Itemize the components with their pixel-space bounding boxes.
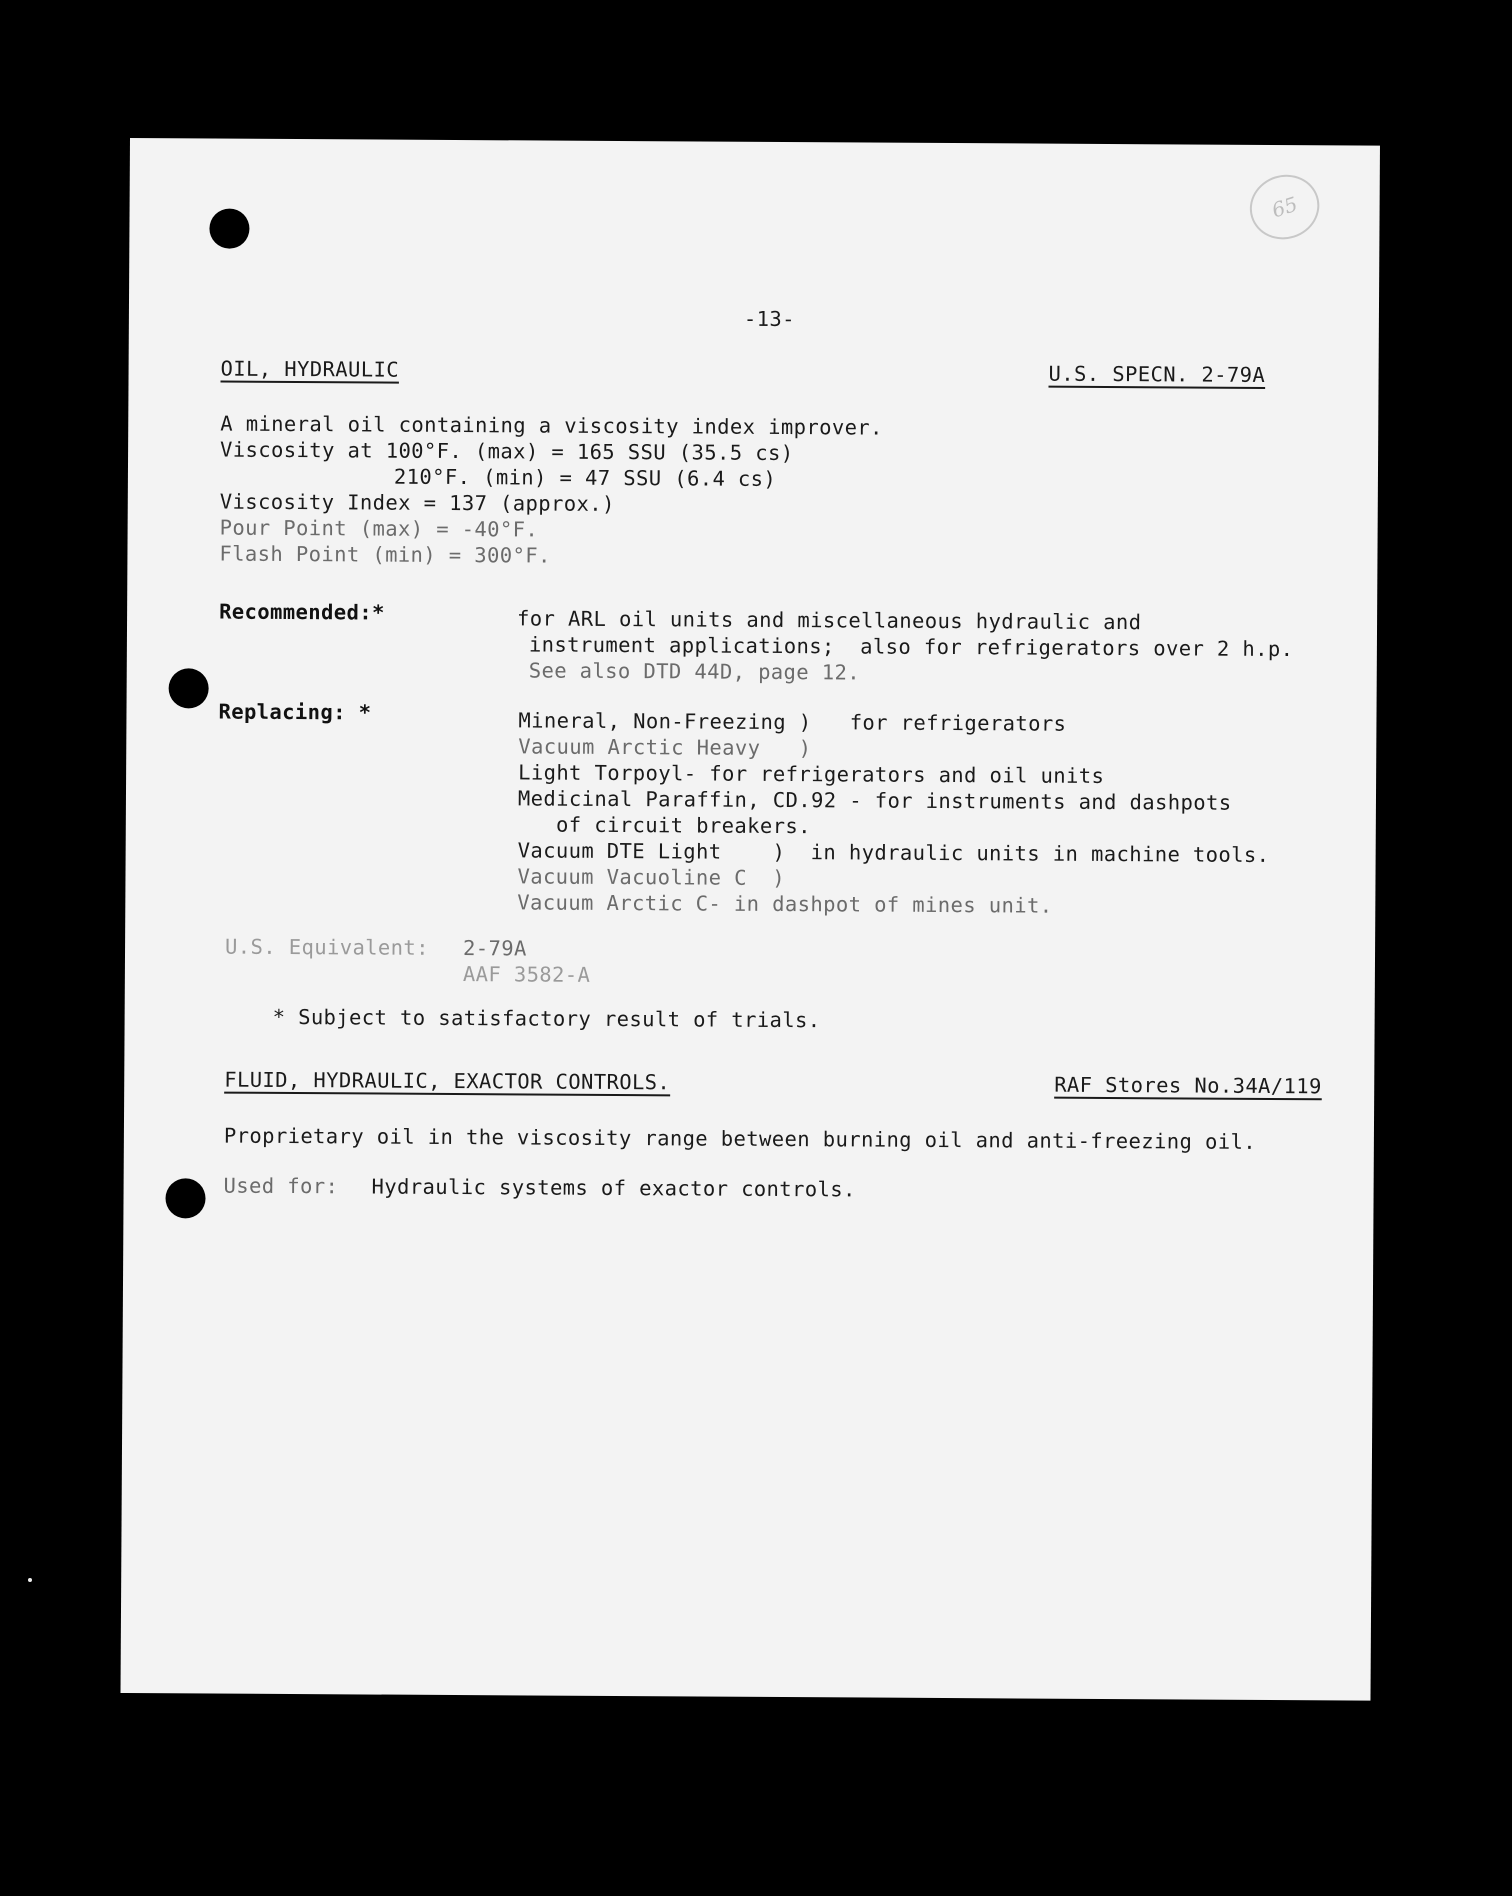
pour-point: Pour Point (max) = -40°F. [219,515,539,542]
us-equivalent-value: AAF 3582-A [462,962,591,987]
viscosity-line-1: Viscosity at 100°F. (max) = 165 SSU (35.5 cs) [220,437,794,466]
section-title-fluid-hydraulic: FLUID, HYDRAULIC, EXACTOR CONTROLS. [224,1067,671,1095]
us-equivalent-value: 2-79A [462,936,527,961]
punch-hole-top [209,208,249,248]
scan-speck [28,1578,32,1582]
folio-number: 65 [1268,191,1301,223]
oil-description: A mineral oil containing a viscosity index improver. [220,411,883,440]
replacing-line: of circuit breakers. [517,812,811,839]
page-number: -13- [743,306,795,332]
replacing-label: Replacing: * [218,699,372,725]
folio-stamp [1242,166,1328,248]
replacing-line: Mineral, Non-Freezing ) for refrigerators [518,708,1067,736]
punch-hole-bottom [165,1178,205,1218]
spec-number: U.S. SPECN. 2-79A [1048,361,1266,387]
raf-stores-number: RAF Stores No.34A/119 [1054,1072,1322,1099]
replacing-line: Vacuum Arctic C- in dashpot of mines unit. [517,890,1053,918]
us-equivalent-label: U.S. Equivalent: [224,934,430,960]
replacing-line: Medicinal Paraffin, CD.92 - for instruments and dashpots [517,786,1232,815]
replacing-line: Vacuum DTE Light ) in hydraulic units in machine tools. [517,838,1270,867]
viscosity-index: Viscosity Index = 137 (approx.) [219,489,615,516]
used-for-value: Hydraulic systems of exactor controls. [371,1174,856,1202]
recommended-line: See also DTD 44D, page 12. [528,658,861,685]
section-title-oil-hydraulic: OIL, HYDRAULIC [220,356,400,382]
recommended-label: Recommended:* [219,599,385,625]
replacing-line: Light Torpoyl- for refrigerators and oil units [518,760,1105,788]
document-page [121,138,1380,1701]
replacing-line: Vacuum Arctic Heavy ) [518,734,812,761]
used-for-label: Used for: [223,1173,339,1199]
flash-point: Flash Point (min) = 300°F. [219,541,551,568]
footnote: * Subject to satisfactory result of trials. [272,1004,821,1033]
recommended-line: instrument applications; also for refrigerators over 2 h.p. [528,632,1294,662]
punch-hole-middle [169,668,209,708]
replacing-line: Vacuum Vacuoline C ) [517,864,786,891]
recommended-line: for ARL oil units and miscellaneous hydraulic and [516,606,1142,635]
fluid-description: Proprietary oil in the viscosity range between burning oil and anti-freezing oil. [223,1123,1257,1154]
viscosity-line-2: 210°F. (min) = 47 SSU (6.4 cs) [393,464,777,491]
